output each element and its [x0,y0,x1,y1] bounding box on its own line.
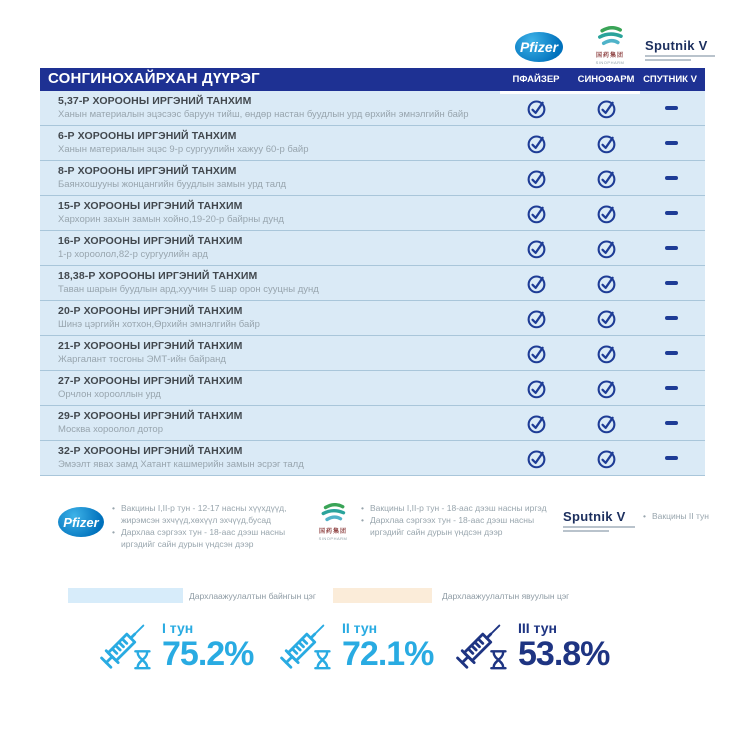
pfizer-logo-icon [58,507,104,537]
sinopharm-waves-icon [318,503,348,524]
venue-name: 18,38-Р ХОРООНЫ ИРГЭНИЙ ТАНХИМ [58,270,258,282]
pfizer-check-icon [525,97,547,119]
pfizer-check-icon [525,167,547,189]
bullet-icon: • [361,503,364,513]
table-row [40,231,705,266]
table-row [40,161,705,196]
venue-name: 27-Р ХОРООНЫ ИРГЭНИЙ ТАНХИМ [58,375,243,387]
sputnik-logo-text: Sputnik V [563,509,626,524]
table-row [40,336,705,371]
table-row [40,441,705,476]
sputnik-legend-text [643,511,709,532]
venue-address: Баянхошууны жонцангийн буудлын замын урд талд [58,179,287,190]
table-row [40,301,705,336]
legend-line: Дархлаа сэргээх тун - 18-аас дээш насны иргэдийг сайн дурын үндсэн дээр [121,526,286,549]
venue-address: Шинэ цэргийн хотхон,Өрхийн эмнэлгийн байр [58,319,260,330]
district-title: СОНГИНОХАЙРХАН ДҮҮРЭГ [48,70,260,87]
table-row [40,196,705,231]
pfizer-check-icon [525,132,547,154]
pfizer-logo-text: Pfizer [519,39,559,55]
sinopharm-check-icon [595,447,617,469]
bullet-icon: • [643,511,646,521]
dose-percent: 72.1% [342,635,434,673]
sputnik-logo [563,509,635,532]
bullet-icon: • [361,514,364,525]
sinopharm-logo [311,503,355,541]
table-header [40,68,705,91]
pfizer-check-icon [525,307,547,329]
district-table [40,68,705,476]
dose-stat [96,610,253,672]
sinopharm-legend [311,503,557,541]
venue-address: Ханын материалын эцэс 9-р сургуулийн хажуу 60-р байр [58,144,309,155]
venue-address: Жаргалант тосгоны ЭМТ-ийн байранд [58,354,226,365]
bullet-icon: • [112,503,115,513]
sinopharm-check-icon [595,272,617,294]
sputnik-dash-icon [660,307,682,329]
sputnik-dash-icon [660,342,682,364]
sinopharm-check-icon [595,307,617,329]
sputnik-dash-icon [660,132,682,154]
dose-label: III тун [518,620,558,636]
legend-line: Вакцины I,II-р тун - 18-аас дээш насны иргэд [370,503,547,513]
sputnik-tagline-line [645,55,715,57]
stat-text [162,620,253,672]
bullet-icon: • [112,526,115,537]
sputnik-logo-text: Sputnik V [645,38,708,53]
mobile-point-label: Дархлаажуулалтын явуулын цэг [442,591,570,601]
venue-address: 1-р хороолол,82-р сургуулийн ард [58,249,208,260]
pfizer-logo-text: Pfizer [63,514,99,530]
sputnik-legend [563,503,733,532]
pfizer-check-icon [525,237,547,259]
permanent-point-label: Дархлаажуулалтын байнгын цэг [189,591,316,601]
vaccine-logos [505,24,715,66]
sinopharm-legend-text [361,503,557,541]
legend-line: Вакцины I,II-р тун - 12-17 насны хүүхдүүд, жирэмсэн эхчүүд,хөхүүл эхчүүд,бусад [121,503,287,525]
venue-address: Хархорин захын замын хойно,19-20-р байрны дунд [58,214,284,225]
sinopharm-check-icon [595,342,617,364]
syringe-hourglass-icon [276,610,336,672]
sputnik-dash-icon [660,202,682,224]
dose-percent: 53.8% [518,635,610,673]
district-table-body [40,91,705,476]
pfizer-check-icon [525,377,547,399]
legend-line: Дархлаа сэргээх тун - 18-аас дээш насны иргэдийг сайн дурын үндсэн дээр [370,514,535,537]
pfizer-check-icon [525,412,547,434]
venue-address: Орчлон хорооллын урд [58,389,161,400]
sinopharm-en-text: SINOPHARM [318,536,348,541]
table-row [40,91,705,126]
venue-name: 29-Р ХОРООНЫ ИРГЭНИЙ ТАНХИМ [58,410,243,422]
venue-name: 6-Р ХОРООНЫ ИРГЭНИЙ ТАНХИМ [58,130,237,142]
sputnik-tagline-line [563,530,609,532]
sinopharm-check-icon [595,377,617,399]
sputnik-dash-icon [660,237,682,259]
dose-percent: 75.2% [162,635,254,673]
dose-stat [276,610,433,672]
syringe-hourglass-icon [452,610,512,672]
sinopharm-check-icon [595,237,617,259]
sputnik-dash-icon [660,447,682,469]
pfizer-check-icon [525,447,547,469]
sputnik-dash-icon [660,97,682,119]
sputnik-tagline-line [563,526,635,528]
sinopharm-check-icon [595,412,617,434]
pfizer-check-icon [525,342,547,364]
dose-label: I тун [162,620,194,636]
sinopharm-logo [588,26,632,65]
sinopharm-check-icon [595,167,617,189]
venue-address: Эмээлт явах замд Хатант кашмерийн замын эсрэг талд [58,459,304,470]
header-underline [500,91,640,94]
table-row [40,406,705,441]
dose-stats [0,610,750,690]
pfizer-legend-text [112,503,320,551]
venue-address: Ханын материалын эцэсээс баруун тийш, өндөр настан буудлын урд өрхийн эмнэлгийн байр [58,109,469,120]
pfizer-check-icon [525,202,547,224]
sinopharm-en-text: SINOPHARM [595,60,625,65]
table-row [40,371,705,406]
venue-address: Таван шарын буудлын ард,хуучин 5 шар орон сууцны дунд [58,284,319,295]
sinopharm-waves-icon [594,26,626,48]
venue-name: 16-Р ХОРООНЫ ИРГЭНИЙ ТАНХИМ [58,235,243,247]
permanent-point-swatch [68,588,183,603]
column-header-sinopharm: СИНОФАРМ [577,74,635,85]
venue-name: 20-Р ХОРООНЫ ИРГЭНИЙ ТАНХИМ [58,305,243,317]
dose-label: II тун [342,620,378,636]
sinopharm-cn-text: 国药集团 [595,53,624,59]
sputnik-tagline-line [645,59,691,61]
sinopharm-check-icon [595,97,617,119]
pfizer-logo-icon [515,32,563,62]
venue-name: 15-Р ХОРООНЫ ИРГЭНИЙ ТАНХИМ [58,200,243,212]
column-header-sputnik: СПУТНИК V [643,74,697,85]
sinopharm-check-icon [595,132,617,154]
mobile-point-swatch [333,588,432,603]
sputnik-dash-icon [660,377,682,399]
venue-address: Москва хороолол дотор [58,424,163,435]
pfizer-check-icon [525,272,547,294]
dose-stat [452,610,609,672]
legend-line: Вакцины II тун [652,511,709,521]
venue-name: 32-Р ХОРООНЫ ИРГЭНИЙ ТАНХИМ [58,445,243,457]
stat-text [518,620,609,672]
venue-name: 21-Р ХОРООНЫ ИРГЭНИЙ ТАНХИМ [58,340,243,352]
sputnik-logo [645,38,715,61]
sinopharm-cn-text: 国药集团 [318,529,347,535]
sputnik-dash-icon [660,412,682,434]
pfizer-legend [58,503,320,551]
sputnik-dash-icon [660,167,682,189]
sinopharm-check-icon [595,202,617,224]
venue-name: 8-Р ХОРООНЫ ИРГЭНИЙ ТАНХИМ [58,165,237,177]
column-header-pfizer: ПФАЙЗЕР [512,74,560,85]
table-row [40,126,705,161]
stat-text [342,620,433,672]
sputnik-dash-icon [660,272,682,294]
syringe-hourglass-icon [96,610,156,672]
venue-name: 5,37-Р ХОРООНЫ ИРГЭНИЙ ТАНХИМ [58,95,252,107]
table-row [40,266,705,301]
